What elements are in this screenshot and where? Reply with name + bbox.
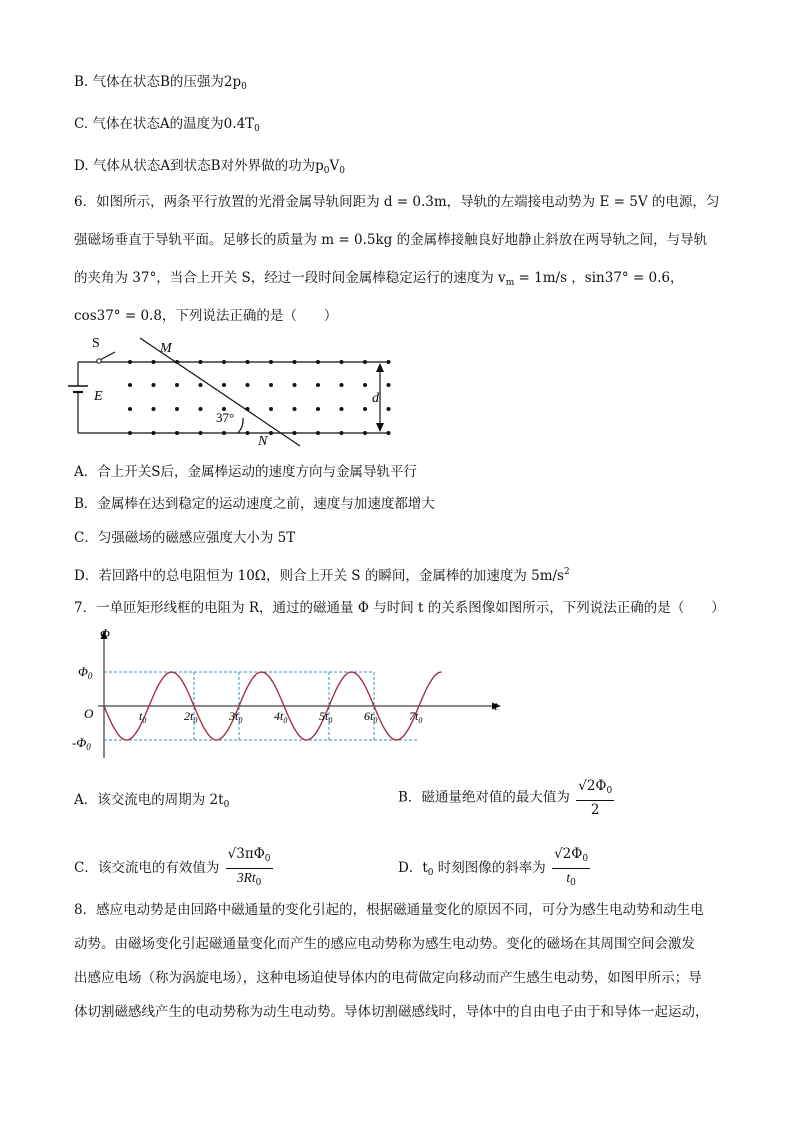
field-dot [269,360,273,364]
q5-option-b: B. 气体在状态B的压强为$2p_0$ [74,74,247,92]
field-dot [387,431,391,435]
field-dot [152,360,156,364]
bar-end-m-label: M [160,341,172,356]
emf-label: E [94,389,103,404]
phi0-label: $\Phi_0$ [78,664,93,681]
field-dot [222,431,226,435]
field-dot [128,431,132,435]
q5-option-c: C. 气体在状态A的温度为$0.4T_0$ [74,116,260,134]
field-dot [340,360,344,364]
field-dot [128,407,132,411]
field-dot [340,431,344,435]
field-dot [316,383,320,387]
x-tick-label: $3t_0$ [229,709,243,725]
switch-label: S [92,336,100,351]
q6-option-d: D．若回路中的总电阻恒为 10Ω，则合上开关 S 的瞬间，金属棒的加速度为 $5m/s^2$ [74,567,570,584]
field-dot [199,407,203,411]
q7-option-c: C．该交流电的有效值为 $\frac{√3\pi\Phi_0}{3Rt_0}$ [74,846,271,888]
q7-option-b: B．磁通量绝对值的最大值为 $\frac{√2\Phi_0}{2}$ [398,778,613,818]
field-dot [246,407,250,411]
q7-option-d: D．$t_0$ 时刻图像的斜率为 $\frac{√2\Phi_0}{t_0}$ [398,846,589,888]
field-dot [246,383,250,387]
q6-option-c: C．匀强磁场的磁感应强度大小为 5T [74,530,296,546]
field-dot [246,431,250,435]
field-dot [269,407,273,411]
q7-option-a: A．该交流电的周期为 $2t_0$ [74,792,230,810]
field-dot [363,407,367,411]
field-dot [128,383,132,387]
field-dot [316,407,320,411]
field-dot [199,383,203,387]
field-dot [152,407,156,411]
field-dot [152,431,156,435]
distance-label: d [372,391,379,406]
q6-rail-figure [60,330,410,450]
field-dot [175,383,179,387]
q7-flux-graph [70,622,510,760]
field-dot [340,407,344,411]
field-dot [269,383,273,387]
field-dot [363,431,367,435]
field-dot [293,431,297,435]
field-dot [175,431,179,435]
field-dot [175,360,179,364]
x-tick-label: $5t_0$ [319,709,333,725]
field-dot [222,360,226,364]
field-dot [222,383,226,387]
x-tick-label: $4t_0$ [274,709,288,725]
q6-option-b: B．金属棒在达到稳定的运动速度之前，速度与加速度都增大 [74,496,435,512]
q8-line1: 8．感应电动势是由回路中磁通量的变化引起的，根据磁通量变化的原因不同，可分为感生电动势和动生电 [74,902,704,918]
neg-phi0-label: $-\Phi_0$ [72,735,91,752]
q6-stem-line3: 的夹角为 37°，当合上开关 S，经过一段时间金属棒稳定运行的速度为 $v_m = 1m/s$ ，sin37° = 0.6， [74,270,684,288]
field-dot [293,360,297,364]
field-dot [269,431,273,435]
y-axis-label: Φ [100,626,110,641]
q6-stem-line2: 强磁场垂直于导轨平面。足够长的质量为 m = 0.5kg 的金属棒接触良好地静止斜放在两导轨之间，与导轨 [74,232,708,248]
field-dot [387,407,391,411]
field-dot [152,383,156,387]
field-dot [246,360,250,364]
field-dot [199,431,203,435]
field-dot [128,360,132,364]
field-dot [316,431,320,435]
angle-label: 37° [216,410,235,425]
q5-option-d: D. 气体从状态A到状态B对外界做的功为$p_0V_0$ [74,158,345,176]
x-tick-label: $7t_0$ [409,709,423,725]
x-tick-label: $6t_0$ [364,709,378,725]
field-dot [340,383,344,387]
q6-option-a: A．合上开关S后，金属棒运动的速度方向与金属导轨平行 [74,464,417,480]
field-dot [293,407,297,411]
x-tick-label: $t_0$ [139,709,147,725]
field-dot [293,383,297,387]
x-axis-label: t [494,698,498,713]
q7-stem: 7．一单匝矩形线框的电阻为 R，通过的磁通量 Φ 与时间 t 的关系图像如图所示，下列说法正确的是（ ） [74,600,725,616]
field-dot [316,360,320,364]
field-dot [363,383,367,387]
field-dot [175,407,179,411]
x-tick-label: $2t_0$ [184,709,198,725]
q6-stem-line4: cos37° = 0.8，下列说法正确的是（ ） [74,308,338,324]
field-dot [387,360,391,364]
bar-end-n-label: N [258,434,268,449]
q6-stem-line1: 6．如图所示，两条平行放置的光滑金属导轨间距为 d = 0.3m，导轨的左端接电动势为 E = 5V 的电源，匀 [74,194,720,210]
q8-line4: 体切割磁感线产生的电动势称为动生电动势。导体切割磁感线时，导体中的自由电子由于和导体一起运动， [74,1004,709,1020]
field-dot [387,383,391,387]
field-dot [199,360,203,364]
q8-line3: 出感应电场（称为涡旋电场），这种电场迫使导体内的电荷做定向移动而产生感生电动势，如图甲所示；导 [74,970,702,986]
q8-line2: 动势。由磁场变化引起磁通量变化而产生的感应电动势称为感生电动势。变化的磁场在其周围空间会激发 [74,936,695,952]
origin-label: O [84,706,94,721]
field-dot [363,360,367,364]
